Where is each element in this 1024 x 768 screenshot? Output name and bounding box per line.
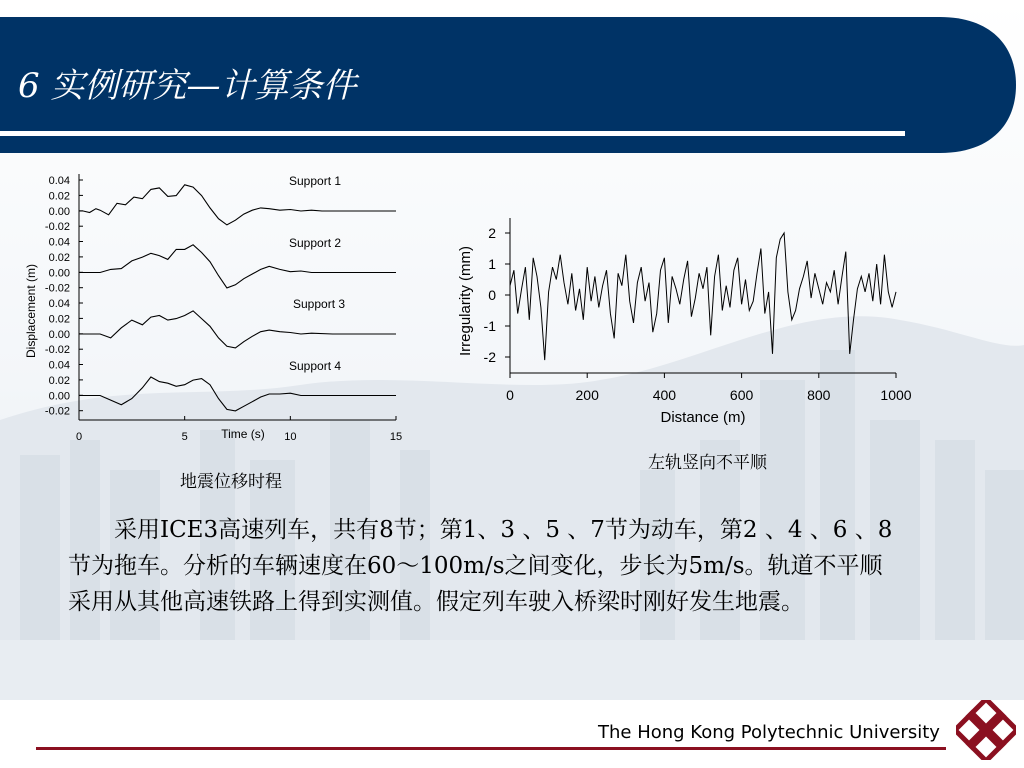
x-tick-label: 5 xyxy=(181,431,188,443)
y-tick-label: 2 xyxy=(488,225,496,241)
y-tick-label: -0.02 xyxy=(44,344,70,357)
y-tick-label: 0.02 xyxy=(48,251,70,264)
y-tick-label: 0.04 xyxy=(48,298,70,310)
x-tick-label: 0 xyxy=(506,387,514,403)
x-tick-label: 15 xyxy=(389,431,403,443)
y-tick-label: 0.00 xyxy=(48,390,70,403)
body-paragraph: 采用ICE3高速列车，共有8节；第1、3 、5 、7节为动车，第2 、4 、6 、8节为拖车。分析的车辆速度在60～100m/s之间变化，步长为5m/s。轨道不平顺采用从其他高速铁路上得到实测值。假定列车驶入桥梁时刚好发生地震。 xyxy=(68,517,893,615)
x-tick-label: 800 xyxy=(807,387,831,403)
y-axis-label: Irregularity (mm) xyxy=(457,245,474,357)
y-tick-label: -2 xyxy=(483,349,496,365)
y-axis-label: Displacement (m) xyxy=(24,263,38,359)
x-tick-label: 600 xyxy=(729,387,754,403)
irregularity-chart-series xyxy=(510,233,896,360)
series-label-support-1: Support 1 xyxy=(289,174,342,188)
series-label-support-4: Support 4 xyxy=(289,359,342,373)
series-line-support-2 xyxy=(79,245,396,288)
x-tick-label: 400 xyxy=(652,387,677,403)
series-line-support-1 xyxy=(79,185,396,225)
y-tick-label: -0.02 xyxy=(44,282,70,295)
y-tick-label: 0.02 xyxy=(48,374,70,387)
y-tick-label: 1 xyxy=(488,256,496,272)
y-tick-label: 0 xyxy=(488,287,496,303)
series-label-support-3: Support 3 xyxy=(293,297,346,311)
irregularity-chart-labels xyxy=(457,225,912,426)
x-axis-label: Distance (m) xyxy=(660,409,746,426)
x-tick-label: 0 xyxy=(75,431,83,443)
footer-rule xyxy=(36,747,946,750)
x-axis-label: Time (s) xyxy=(221,427,265,441)
y-tick-label: 0.04 xyxy=(48,359,70,372)
displacement-chart-series xyxy=(79,185,396,411)
y-tick-label: 0.00 xyxy=(48,205,70,218)
irregularity-line xyxy=(510,233,896,360)
university-name: The Hong Kong Polytechnic University xyxy=(598,722,940,743)
irregularity-chart-caption: 左轨竖向不平顺 xyxy=(648,453,767,473)
x-tick-label: 1000 xyxy=(880,387,912,403)
x-tick-label: 10 xyxy=(284,431,297,443)
displacement-chart-caption: 地震位移时程 xyxy=(180,472,282,492)
y-tick-label: 0.00 xyxy=(48,267,70,280)
series-line-support-4 xyxy=(79,377,396,411)
y-tick-label: -0.02 xyxy=(44,221,70,234)
x-tick-label: 200 xyxy=(575,387,599,403)
displacement-chart-labels xyxy=(24,174,402,443)
y-tick-label: 0.02 xyxy=(48,190,70,203)
y-tick-label: 0.04 xyxy=(48,236,70,249)
university-logo-icon xyxy=(956,700,1016,760)
series-line-support-3 xyxy=(79,311,396,348)
series-label-support-2: Support 2 xyxy=(289,236,342,250)
y-tick-label: -0.02 xyxy=(44,405,70,418)
y-tick-label: 0.00 xyxy=(48,328,70,341)
displacement-chart xyxy=(20,165,420,450)
y-tick-label: 0.04 xyxy=(48,175,70,187)
slide-title: 6 实例研究—计算条件 xyxy=(18,66,357,106)
y-tick-label: -1 xyxy=(483,318,496,334)
irregularity-chart xyxy=(450,215,920,430)
y-tick-label: 0.02 xyxy=(48,313,70,326)
